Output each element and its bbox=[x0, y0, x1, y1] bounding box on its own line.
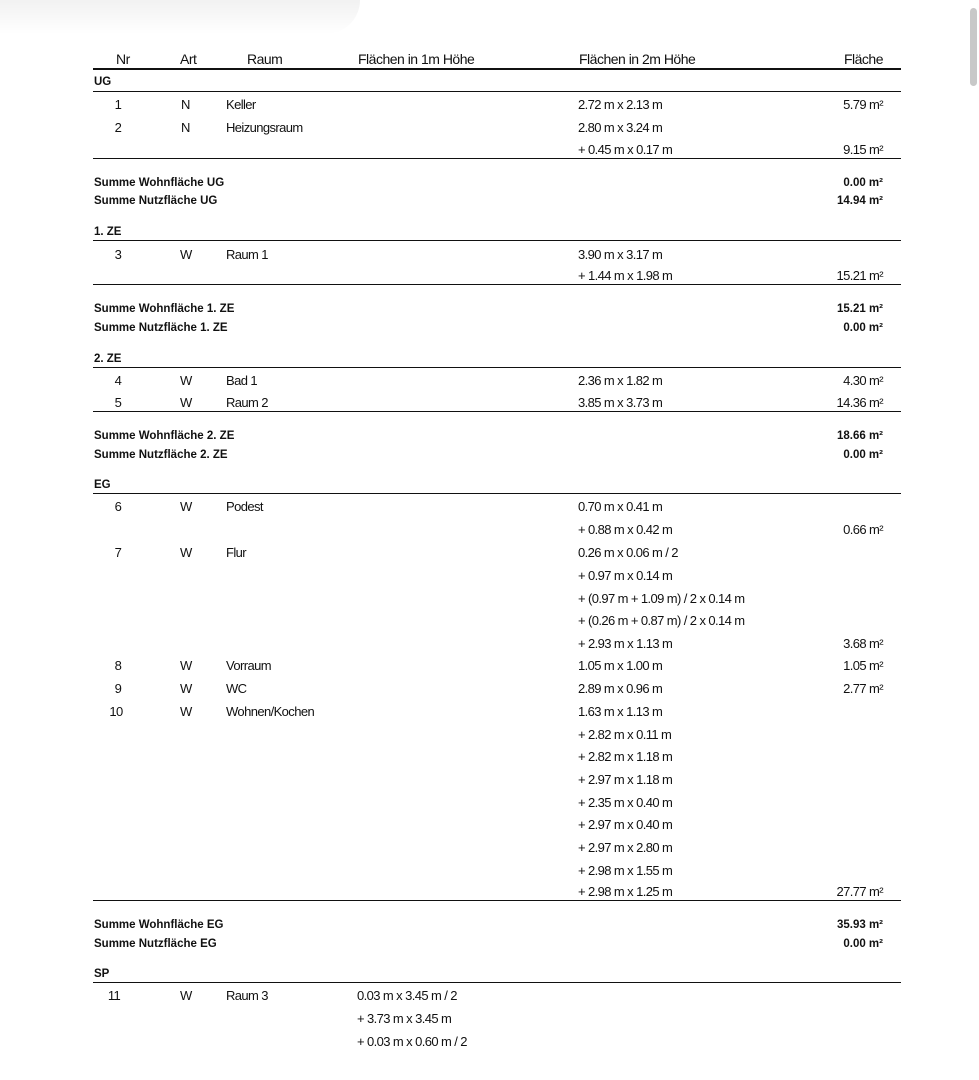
section-rule-ug bbox=[93, 91, 901, 92]
row-flaeche-2m: + 2.93 m x 1.13 m bbox=[578, 636, 673, 651]
section-title-1-ze: 1. ZE bbox=[94, 226, 122, 238]
row-raum: Vorraum bbox=[226, 658, 271, 673]
row-art: W bbox=[180, 395, 192, 410]
row-art: N bbox=[181, 120, 190, 135]
row-flaeche-2m: + (0.26 m + 0.87 m) / 2 x 0.14 m bbox=[578, 613, 745, 628]
row-art: N bbox=[181, 97, 190, 112]
section-title-2-ze: 2. ZE bbox=[94, 353, 122, 365]
section-rule-eg bbox=[93, 493, 901, 494]
row-flaeche-2m: + 2.82 m x 1.18 m bbox=[578, 749, 673, 764]
sum-wohn-label-ug: Summe Wohnfläche UG bbox=[94, 177, 225, 189]
row-raum: Bad 1 bbox=[226, 373, 257, 388]
row-art: W bbox=[180, 681, 192, 696]
row-flaeche-2m: + 2.98 m x 1.25 m bbox=[578, 884, 673, 899]
sum-nutz-label-1-ze: Summe Nutzfläche 1. ZE bbox=[94, 322, 228, 334]
row-area: 27.77 m² bbox=[836, 884, 883, 899]
row-art: W bbox=[180, 499, 192, 514]
sum-nutz-label-ug: Summe Nutzfläche UG bbox=[94, 195, 218, 207]
row-nr: 6 bbox=[114, 499, 122, 514]
section-rule-sp bbox=[93, 982, 901, 983]
row-raum: Podest bbox=[226, 499, 263, 514]
row-art: W bbox=[180, 988, 192, 1003]
section-rule-2-ze bbox=[93, 367, 901, 368]
section-title-ug: UG bbox=[94, 76, 112, 88]
sum-wohn-value-2-ze: 18.66 m² bbox=[836, 430, 883, 442]
row-nr: 11 bbox=[107, 988, 121, 1003]
row-flaeche-2m: + 1.44 m x 1.98 m bbox=[578, 268, 673, 283]
sum-wohn-value-ug: 0.00 m² bbox=[843, 177, 883, 189]
row-art: W bbox=[180, 373, 192, 388]
section-rule-1-ze bbox=[93, 240, 901, 241]
header-flaechen-2m: Flächen in 2m Höhe bbox=[579, 51, 696, 67]
top-shadow bbox=[0, 0, 360, 34]
row-flaeche-1m: + 3.73 m x 3.45 m bbox=[357, 1011, 452, 1026]
row-raum: Flur bbox=[226, 545, 246, 560]
scrollbar-thumb[interactable] bbox=[970, 8, 977, 86]
section-end-rule-ug bbox=[93, 158, 901, 159]
row-art: W bbox=[180, 658, 192, 673]
row-flaeche-2m: 2.36 m x 1.82 m bbox=[578, 373, 663, 388]
row-area: 2.77 m² bbox=[843, 681, 883, 696]
sum-wohn-value-eg: 35.93 m² bbox=[836, 919, 883, 931]
header-raum: Raum bbox=[247, 51, 283, 67]
row-area: 3.68 m² bbox=[843, 636, 883, 651]
row-flaeche-2m: + (0.97 m + 1.09 m) / 2 x 0.14 m bbox=[578, 591, 745, 606]
section-title-sp: SP bbox=[94, 968, 110, 980]
row-raum: Raum 3 bbox=[226, 988, 268, 1003]
row-area: 15.21 m² bbox=[836, 268, 883, 283]
row-area: 4.30 m² bbox=[843, 373, 883, 388]
row-flaeche-2m: + 0.45 m x 0.17 m bbox=[578, 142, 673, 157]
row-flaeche-2m: 1.05 m x 1.00 m bbox=[578, 658, 663, 673]
row-flaeche-2m: + 0.97 m x 0.14 m bbox=[578, 568, 673, 583]
row-raum: Heizungsraum bbox=[226, 120, 303, 135]
row-area: 1.05 m² bbox=[843, 658, 883, 673]
row-raum: Wohnen/Kochen bbox=[226, 704, 315, 719]
row-nr: 5 bbox=[114, 395, 122, 410]
sum-nutz-value-eg: 0.00 m² bbox=[843, 938, 883, 950]
section-title-eg: EG bbox=[94, 479, 111, 491]
row-flaeche-2m: + 0.88 m x 0.42 m bbox=[578, 522, 673, 537]
sum-wohn-label-eg: Summe Wohnfläche EG bbox=[94, 919, 224, 931]
sum-nutz-value-ug: 14.94 m² bbox=[836, 195, 883, 207]
row-area: 5.79 m² bbox=[843, 97, 883, 112]
row-flaeche-2m: 3.85 m x 3.73 m bbox=[578, 395, 663, 410]
row-flaeche-2m: + 2.97 m x 2.80 m bbox=[578, 840, 673, 855]
sum-nutz-label-eg: Summe Nutzfläche EG bbox=[94, 938, 217, 950]
row-art: W bbox=[180, 545, 192, 560]
row-area: 9.15 m² bbox=[843, 142, 883, 157]
row-flaeche-2m: 3.90 m x 3.17 m bbox=[578, 247, 663, 262]
row-nr: 9 bbox=[114, 681, 122, 696]
row-flaeche-2m: 0.70 m x 0.41 m bbox=[578, 499, 663, 514]
sum-wohn-value-1-ze: 15.21 m² bbox=[836, 303, 883, 315]
row-flaeche-2m: 2.80 m x 3.24 m bbox=[578, 120, 663, 135]
sum-wohn-label-2-ze: Summe Wohnfläche 2. ZE bbox=[94, 430, 235, 442]
row-nr: 1 bbox=[114, 97, 122, 112]
row-flaeche-2m: + 2.82 m x 0.11 m bbox=[578, 727, 672, 742]
header-art: Art bbox=[180, 51, 197, 67]
row-nr: 2 bbox=[114, 120, 122, 135]
row-art: W bbox=[180, 704, 192, 719]
row-flaeche-2m: + 2.97 m x 0.40 m bbox=[578, 817, 673, 832]
sum-nutz-value-2-ze: 0.00 m² bbox=[843, 449, 883, 461]
row-flaeche-2m: + 2.97 m x 1.18 m bbox=[578, 772, 673, 787]
section-end-rule-2-ze bbox=[93, 411, 901, 412]
section-end-rule-eg bbox=[93, 900, 901, 901]
row-area: 14.36 m² bbox=[836, 395, 883, 410]
row-nr: 10 bbox=[109, 704, 123, 719]
row-nr: 4 bbox=[114, 373, 122, 388]
row-raum: Raum 1 bbox=[226, 247, 268, 262]
row-raum: Keller bbox=[226, 97, 256, 112]
header-flaechen-1m: Flächen in 1m Höhe bbox=[358, 51, 475, 67]
header-rule bbox=[93, 68, 901, 70]
section-end-rule-1-ze bbox=[93, 284, 901, 285]
row-raum: WC bbox=[226, 681, 247, 696]
row-raum: Raum 2 bbox=[226, 395, 268, 410]
row-flaeche-1m: 0.03 m x 3.45 m / 2 bbox=[357, 988, 457, 1003]
sum-nutz-label-2-ze: Summe Nutzfläche 2. ZE bbox=[94, 449, 228, 461]
row-art: W bbox=[180, 247, 192, 262]
sum-wohn-label-1-ze: Summe Wohnfläche 1. ZE bbox=[94, 303, 235, 315]
row-nr: 7 bbox=[114, 545, 122, 560]
row-flaeche-2m: 2.89 m x 0.96 m bbox=[578, 681, 663, 696]
header-nr: Nr bbox=[116, 51, 130, 67]
row-flaeche-2m: 1.63 m x 1.13 m bbox=[578, 704, 663, 719]
row-flaeche-2m: + 2.35 m x 0.40 m bbox=[578, 795, 673, 810]
row-flaeche-2m: 0.26 m x 0.06 m / 2 bbox=[578, 545, 678, 560]
row-nr: 3 bbox=[114, 247, 122, 262]
row-flaeche-2m: + 2.98 m x 1.55 m bbox=[578, 863, 673, 878]
row-area: 0.66 m² bbox=[843, 522, 883, 537]
sum-nutz-value-1-ze: 0.00 m² bbox=[843, 322, 883, 334]
row-flaeche-1m: + 0.03 m x 0.60 m / 2 bbox=[357, 1034, 467, 1049]
header-flaeche: Fläche bbox=[843, 51, 883, 67]
row-flaeche-2m: 2.72 m x 2.13 m bbox=[578, 97, 663, 112]
row-nr: 8 bbox=[114, 658, 122, 673]
